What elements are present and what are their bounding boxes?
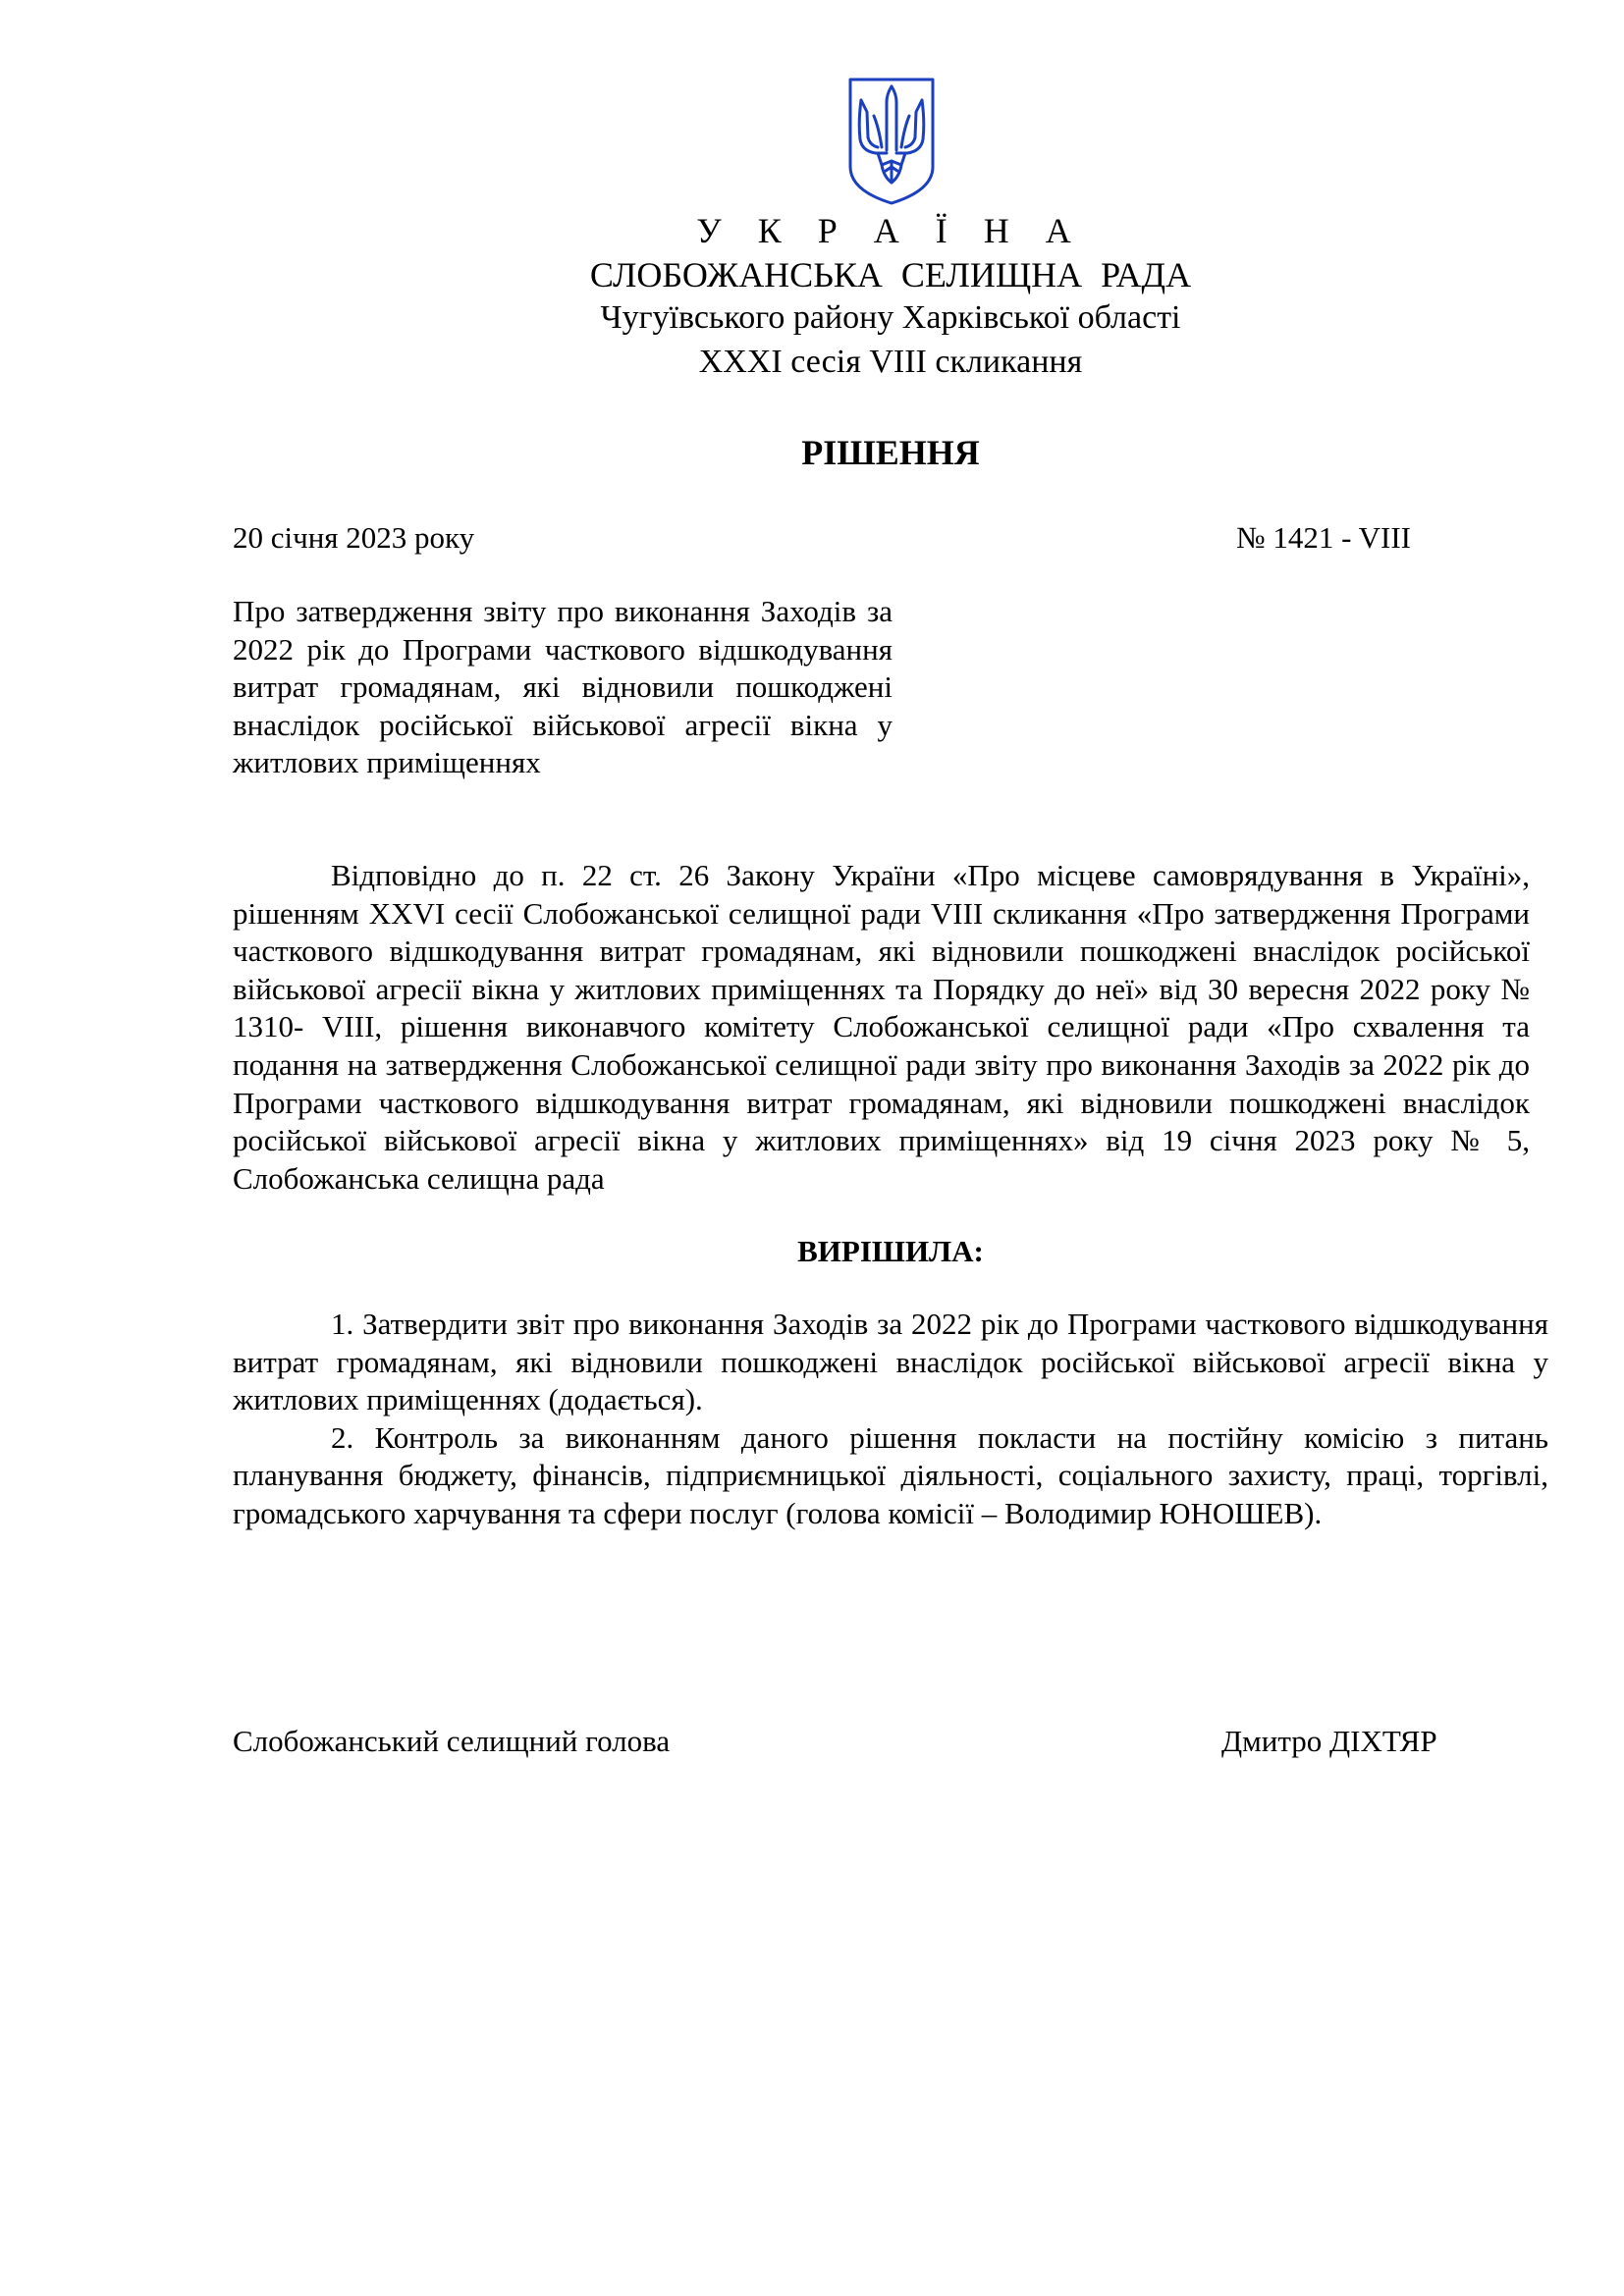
decision-points — [233, 1306, 1548, 1533]
document-subject: Про затвердження звіту про виконання Заходів за 2022 рік до Програми часткового відшкодування витрат громадянам, які відновили пошкоджені внаслідок російської військової агресії вікна у житлових приміщеннях — [233, 594, 893, 780]
document-number: № 1421 - VIII — [1236, 520, 1411, 555]
preamble-paragraph: Відповідно до п. 22 ст. 26 Закону України «Про місцеве самоврядування в Україні», рішенням XXVI сесії Слобожанської селищної ради VIII скликання «Про затвердження Програми часткового відшкодування витрат громадянам, які відновили пошкоджені внаслідок російської військової агресії вікна у житлових приміщеннях та Порядку до неї» від 30 вересня 2022 року № 1310- VIII, рішення виконавчого комітету Слобожанської селищної ради «Про схвалення та подання на затвердження Слобожанської селищної ради звіту про виконання Заходів за 2022 рік до Програми часткового відшкодування витрат громадянам, які відновили пошкоджені внаслідок російської військової агресії вікна у житлових приміщеннях» від 19 січня 2023 року № 5, Слобожанська селищна рада — [233, 858, 1530, 1196]
decided-heading: ВИРІШИЛА: — [797, 1234, 984, 1268]
district-name: Чугуївського району Харківської області — [600, 299, 1181, 336]
signatory-title: Слобожанський селищний голова — [233, 1724, 671, 1758]
decision-point-1: 1. Затвердити звіт про виконання Заходів за 2022 рік до Програми часткового відшкодування витрат громадянам, які відновили пошкоджені внаслідок російської військової агресії вікна у житлових приміщеннях (додається). — [233, 1307, 1548, 1417]
session-name: XXXI сесія VIII скликання — [698, 344, 1083, 380]
document-date: 20 січня 2023 року — [233, 520, 475, 555]
document-type-heading: РІШЕННЯ — [801, 433, 980, 472]
coat-of-arms-of-ukraine-icon — [846, 77, 937, 206]
signatory-name: Дмитро ДІХТЯР — [1221, 1724, 1437, 1758]
council-name: СЛОБОЖАНСЬКА СЕЛИЩНА РАДА — [589, 255, 1192, 294]
country-name: У К Р А Ї Н А — [696, 211, 1085, 250]
decision-point-2: 2. Контроль за виконанням даного рішення покласти на постійну комісію з питань планування бюджету, фінансів, підприємницької діяльності, соціального захисту, праці, торгівлі, громадського харчування та сфери послуг (голова комісії – Володимир ЮНОШЕВ). — [233, 1419, 1548, 1530]
